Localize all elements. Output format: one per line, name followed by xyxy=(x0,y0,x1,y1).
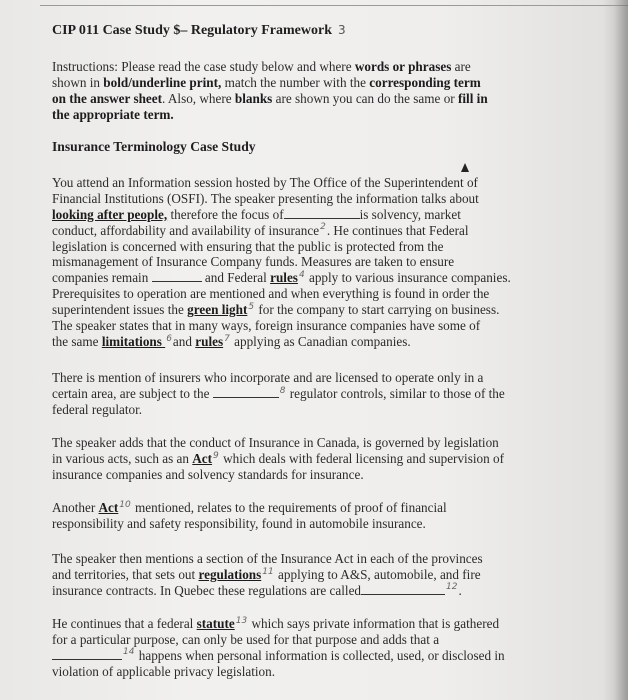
handwritten-number: 10 xyxy=(119,499,131,510)
text-line xyxy=(52,551,612,567)
segment-text: Act xyxy=(98,500,119,515)
provincial-paragraph xyxy=(52,370,612,418)
handwritten-number: 9 xyxy=(213,450,219,461)
segment-text: and xyxy=(172,333,196,349)
segment-text: Another xyxy=(52,500,99,515)
segment-text: superintendent issues the xyxy=(52,302,188,318)
handwritten-number: 13 xyxy=(235,615,248,626)
segment-text: legislation is concerned with ensuring that the public is protected from the xyxy=(52,238,444,254)
text-line xyxy=(52,516,612,532)
page-edge-shadow xyxy=(614,0,628,700)
text-line xyxy=(52,402,612,418)
text-segment xyxy=(248,616,499,631)
segment-text: bold/underline print, xyxy=(103,74,222,90)
text-line xyxy=(52,451,612,467)
text-segment xyxy=(306,270,511,285)
segment-text: blanks xyxy=(234,90,273,106)
segment-text: which deals with federal licensing and supervision of xyxy=(219,450,504,466)
text-segment xyxy=(52,616,197,631)
text-line xyxy=(52,207,612,223)
segment-text: limitations xyxy=(101,333,166,349)
segment-text: applying to A&S, automobile, and fire xyxy=(274,566,481,582)
key-term xyxy=(199,567,262,582)
section-heading xyxy=(52,139,612,155)
text-segment xyxy=(458,583,461,598)
instructions-paragraph xyxy=(52,59,612,123)
key-term xyxy=(103,75,221,90)
segment-text: green light xyxy=(187,302,248,318)
text-segment xyxy=(52,551,483,566)
segment-text: the same xyxy=(52,333,102,349)
key-term xyxy=(195,334,223,349)
segment-text: is solvency, market xyxy=(359,206,461,222)
segment-text: looking after people, xyxy=(52,206,168,222)
segment-text: federal regulator. xyxy=(52,401,143,417)
segment-text: He continues that a federal xyxy=(52,616,197,631)
text-segment xyxy=(52,567,199,582)
text-line xyxy=(52,286,612,302)
text-line xyxy=(52,583,612,599)
handwritten-number: 4 xyxy=(298,269,305,280)
segment-text: are shown you can do the same or xyxy=(272,90,458,106)
segment-text: Prerequisites to operation are mentioned and when everything is found in order the xyxy=(52,286,490,302)
segment-text: rules xyxy=(195,333,224,349)
segment-text: apply to various insurance companies. xyxy=(305,270,511,286)
segment-text: responsibility and safety responsibility, found in automobile insurance. xyxy=(52,515,426,531)
segment-text: and territories, that sets out xyxy=(52,566,199,582)
handwritten-number: 7 xyxy=(224,333,230,344)
regulations-paragraph xyxy=(52,551,612,599)
text-segment xyxy=(52,370,483,385)
text-segment xyxy=(255,302,499,317)
fill-in-blank[interactable] xyxy=(52,648,122,660)
text-segment xyxy=(52,402,142,417)
segment-text: regulator controls, similar to those of the xyxy=(286,385,505,401)
segment-text: The speaker adds that the conduct of Insurance in Canada, is governed by legislation xyxy=(52,435,499,450)
text-segment xyxy=(52,583,361,598)
text-line xyxy=(52,107,612,123)
session-paragraph xyxy=(52,175,612,350)
key-term xyxy=(355,59,451,74)
text-segment xyxy=(52,500,99,515)
fill-in-blank[interactable] xyxy=(152,270,202,282)
text-line xyxy=(52,223,612,239)
segment-text: certain area, are subject to the xyxy=(52,385,213,401)
segment-text: corresponding term xyxy=(369,74,481,90)
segment-text: violation of applicable privacy legislation. xyxy=(52,663,276,679)
key-term xyxy=(99,500,119,515)
text-line xyxy=(52,632,612,648)
text-segment xyxy=(167,207,283,222)
segment-text: and Federal xyxy=(201,270,271,286)
handwritten-number: 8 xyxy=(279,385,286,396)
segment-text: mismanagement of Insurance Company funds. Measures are taken to ensure xyxy=(52,254,455,270)
another-act-paragraph xyxy=(52,500,612,532)
page-top-rule xyxy=(40,5,628,6)
text-segment xyxy=(286,386,504,401)
key-term xyxy=(52,91,162,106)
fill-in-blank[interactable] xyxy=(361,583,445,595)
text-line xyxy=(52,175,612,191)
text-segment xyxy=(327,223,469,238)
text-segment xyxy=(52,191,479,206)
segment-text: statute xyxy=(196,616,235,631)
segment-text: rules xyxy=(270,270,298,286)
segment-text: . Also, where xyxy=(162,90,235,106)
segment-text: match the number with the xyxy=(221,74,370,90)
handwritten-number: 6 xyxy=(166,333,172,344)
text-line xyxy=(52,59,612,75)
text-line xyxy=(52,191,612,207)
text-segment xyxy=(52,632,439,647)
text-segment xyxy=(52,75,103,90)
text-line xyxy=(52,254,612,270)
segment-text: The speaker then mentions a section of the Insurance Act in each of the provinces xyxy=(52,551,483,566)
segment-text: There is mention of insurers who incorporate and are licensed to operate only in a xyxy=(52,370,484,385)
text-line xyxy=(52,302,612,318)
text-segment xyxy=(52,302,187,317)
document-title xyxy=(52,23,612,39)
text-segment xyxy=(220,451,504,466)
text-segment xyxy=(52,318,480,333)
handwritten-number: 12 xyxy=(446,582,458,593)
handwritten-number: 14 xyxy=(123,647,135,658)
key-term xyxy=(102,334,165,349)
text-segment xyxy=(52,467,364,482)
segment-text: shown in xyxy=(52,74,104,90)
segment-text: therefore the focus of xyxy=(167,206,284,222)
key-term xyxy=(197,616,235,631)
text-line xyxy=(52,334,612,350)
text-line xyxy=(52,567,612,583)
segment-text: which says private information that is gathered xyxy=(248,616,500,631)
segment-text: mentioned, relates to the requirements of proof of financial xyxy=(131,500,447,515)
segment-text: for the company to start carrying on business. xyxy=(255,302,500,318)
segment-text: Act xyxy=(192,450,213,466)
segment-text: on the answer sheet xyxy=(52,90,163,106)
text-line xyxy=(52,616,612,632)
text-line xyxy=(52,500,612,516)
text-segment xyxy=(272,91,458,106)
key-term xyxy=(458,91,488,106)
handwritten-number: 11 xyxy=(262,566,274,577)
segment-text: Instructions: Please read the case study below and where xyxy=(52,59,355,74)
text-segment xyxy=(275,567,481,582)
mouse-cursor-icon xyxy=(461,163,469,172)
text-segment xyxy=(52,386,213,401)
text-line xyxy=(52,91,612,107)
text-segment xyxy=(360,207,461,222)
text-segment xyxy=(52,435,499,450)
segment-text: are xyxy=(451,59,471,74)
segment-text: regulations xyxy=(198,566,262,582)
segment-text: fill in xyxy=(457,90,488,106)
text-segment xyxy=(162,91,235,106)
text-segment xyxy=(52,516,426,531)
segment-text: Financial Institutions (OSFI). The speaker presenting the information talks about xyxy=(52,190,479,206)
segment-text: conduct, affordability and availability of insurance xyxy=(52,222,320,238)
key-term xyxy=(192,451,212,466)
segment-text: in various acts, such as an xyxy=(52,450,193,466)
text-segment xyxy=(52,223,319,238)
handwritten-number: 2 xyxy=(320,222,326,233)
text-segment xyxy=(202,270,270,285)
text-line xyxy=(52,318,612,334)
fill-in-blank[interactable] xyxy=(284,207,360,219)
key-term xyxy=(187,302,247,317)
key-term xyxy=(369,75,480,90)
segment-text: The speaker states that in many ways, foreign insurance companies have some of xyxy=(52,318,481,334)
text-segment xyxy=(135,648,504,663)
segment-text: for a particular purpose, can only be used for that purpose and adds that a xyxy=(52,631,440,647)
text-line xyxy=(52,435,612,451)
text-segment xyxy=(52,175,478,190)
privacy-paragraph xyxy=(52,616,612,680)
segment-text: the appropriate term. xyxy=(52,106,174,122)
text-segment xyxy=(52,239,444,254)
heading-text: Insurance Terminology Case Study xyxy=(52,139,256,154)
text-segment xyxy=(231,334,411,349)
handwritten-number: 5 xyxy=(248,301,255,312)
segment-text: . He continues that Federal xyxy=(326,222,469,238)
text-segment xyxy=(52,664,275,679)
fill-in-blank[interactable] xyxy=(213,386,279,398)
text-line xyxy=(52,467,612,483)
segment-text: applying as Canadian companies. xyxy=(230,333,411,349)
text-line xyxy=(52,239,612,255)
text-line xyxy=(52,75,612,91)
text-segment xyxy=(132,500,447,515)
conduct-paragraph xyxy=(52,435,612,483)
text-segment xyxy=(52,451,192,466)
text-segment xyxy=(173,334,195,349)
segment-text: companies remain xyxy=(52,270,152,286)
text-line xyxy=(52,648,612,664)
text-segment xyxy=(52,286,489,301)
text-segment xyxy=(52,334,102,349)
segment-text: insurance companies and solvency standards for insurance. xyxy=(52,466,364,482)
text-segment xyxy=(451,59,470,74)
key-term xyxy=(235,91,272,106)
segment-text: insurance contracts. In Quebec these regulations are called xyxy=(52,582,362,598)
text-line xyxy=(52,386,612,402)
text-segment xyxy=(52,254,454,269)
text-line xyxy=(52,270,612,286)
segment-text: words or phrases xyxy=(354,59,452,74)
handwritten-number: 3 xyxy=(338,23,346,37)
segment-text: happens when personal information is collected, used, or disclosed in xyxy=(135,647,505,663)
segment-text: You attend an Information session hosted by The Office of the Superintendent of xyxy=(52,175,478,190)
key-term xyxy=(270,270,298,285)
text-segment xyxy=(52,270,152,285)
key-term xyxy=(52,207,167,222)
segment-text: . xyxy=(458,582,462,598)
key-term xyxy=(52,107,174,122)
text-line xyxy=(52,664,612,680)
title-text: CIP 011 Case Study $– Regulatory Framework xyxy=(52,23,332,38)
text-line xyxy=(52,370,612,386)
text-segment xyxy=(221,75,369,90)
text-segment xyxy=(52,59,355,74)
